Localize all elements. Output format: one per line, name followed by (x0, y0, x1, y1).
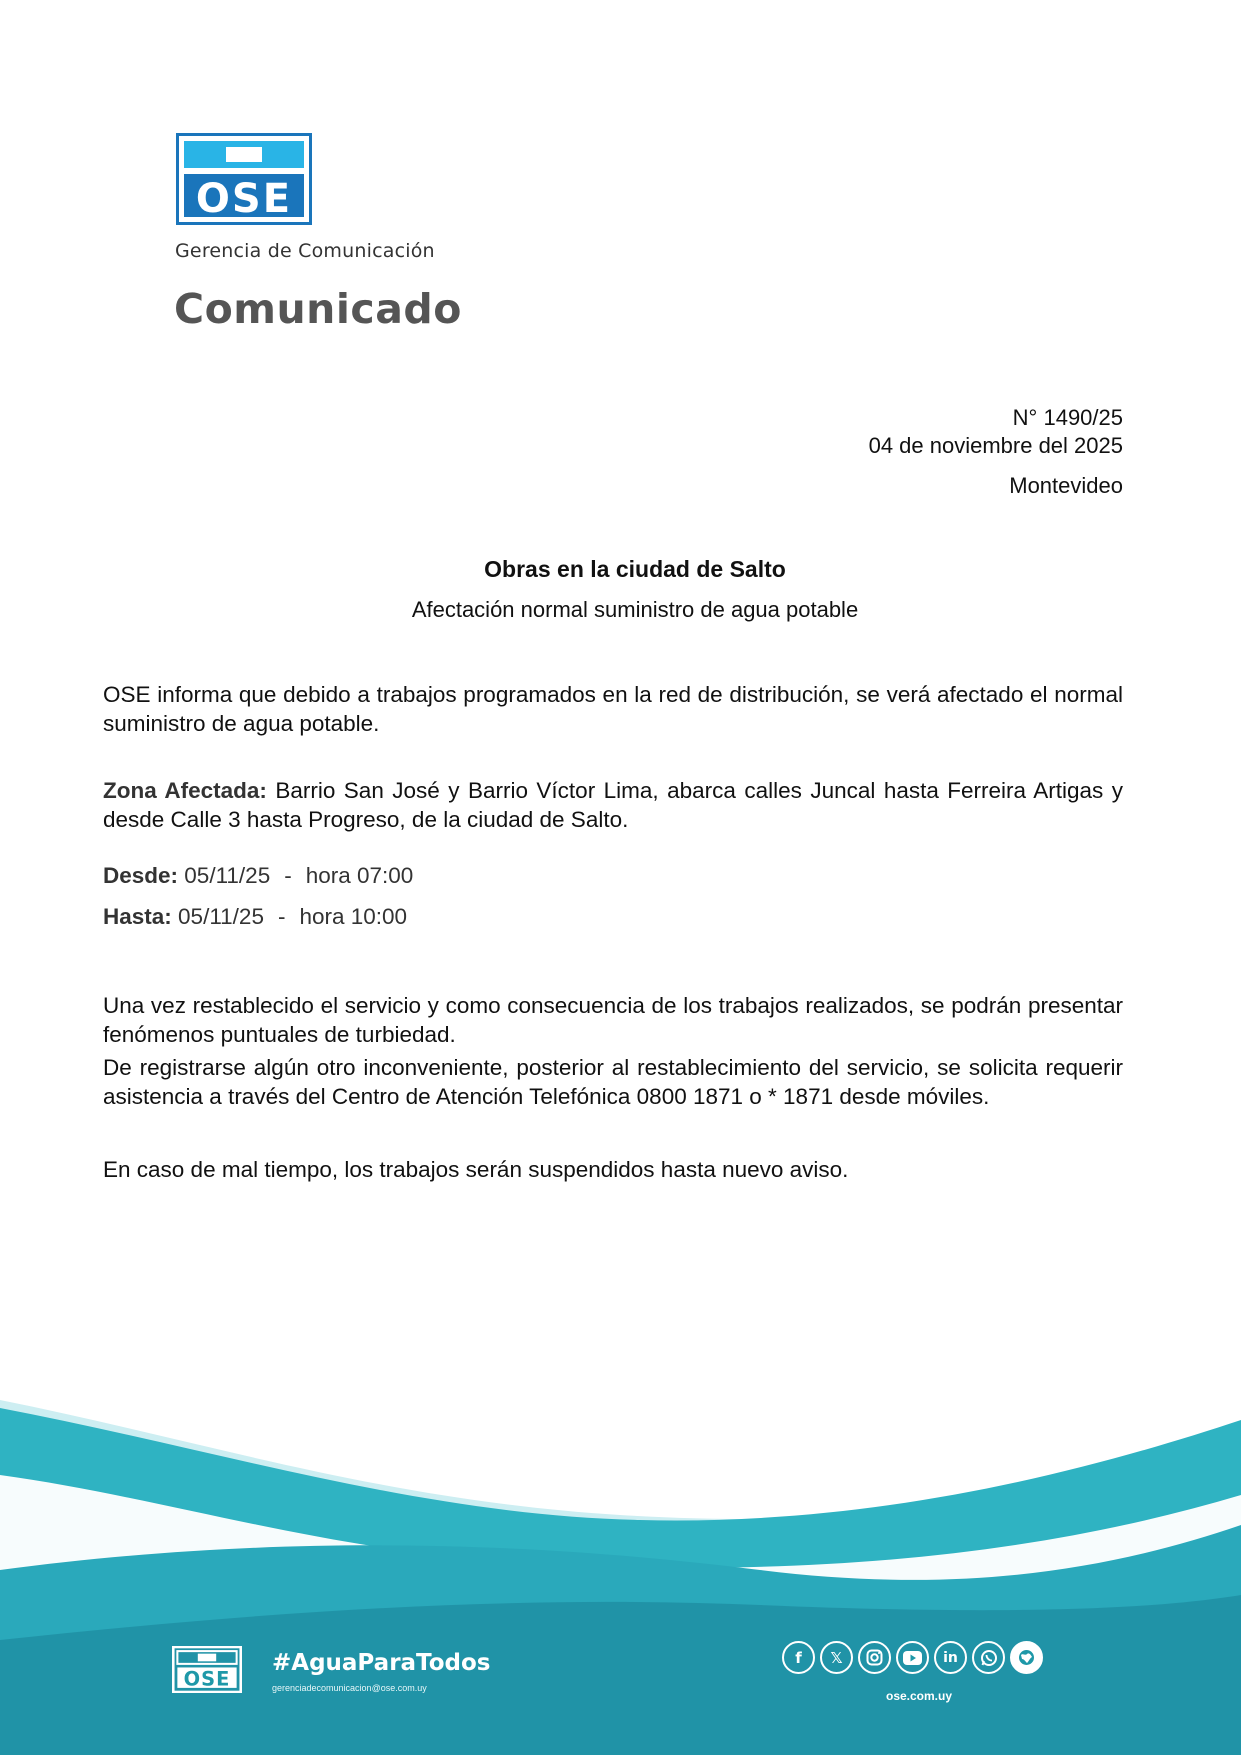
from-label: Desde: (103, 863, 179, 888)
assistance-paragraph: De registrarse algún otro inconveniente, posterior al restablecimiento del servicio, se solicita requerir asistencia a través del Centro de Atención Telefónica 0800 1871 o * 1871 desde móviles. (103, 1055, 1123, 1109)
document-number: N° 1490/25 (1012, 405, 1123, 430)
footer-ose-logo (172, 1646, 242, 1693)
from-time: hora 07:00 (305, 863, 414, 888)
affected-zone-paragraph (103, 776, 1123, 834)
web-icon[interactable] (1010, 1641, 1043, 1674)
footer-hashtag: #AguaParaTodos (272, 1650, 491, 1676)
linkedin-icon[interactable]: in (934, 1641, 967, 1674)
footer-wave (0, 1380, 1241, 1755)
facebook-icon[interactable]: f (782, 1641, 815, 1674)
to-separator: - (277, 904, 286, 929)
footer-email[interactable]: gerenciadecomunicacion@ose.com.uy (272, 1683, 427, 1693)
intro-paragraph: OSE informa que debido a trabajos programados en la red de distribución, se verá afectado el normal suministro de agua potable. (103, 682, 1123, 736)
from-date: 05/11/25 (184, 863, 271, 888)
from-separator: - (284, 863, 292, 888)
affected-zone-label: Zona Afectada: (103, 778, 267, 803)
from-row (103, 863, 413, 889)
x-icon[interactable]: 𝕏 (820, 1641, 853, 1674)
document-date: 04 de noviembre del 2025 (868, 433, 1123, 458)
document-city: Montevideo (1009, 473, 1123, 498)
social-icons (782, 1641, 1043, 1674)
to-label: Hasta: (103, 904, 172, 929)
instagram-icon[interactable] (858, 1641, 891, 1674)
ose-logo (176, 133, 312, 225)
communique-subtitle: Afectación normal suministro de agua potable (411, 597, 859, 622)
to-time: hora 10:00 (299, 904, 408, 929)
youtube-icon[interactable] (896, 1641, 929, 1674)
document-type-heading: Comunicado (174, 285, 462, 333)
bad-weather-paragraph: En caso de mal tiempo, los trabajos serán suspendidos hasta nuevo aviso. (103, 1157, 849, 1182)
svg-text:OSE: OSE (195, 176, 293, 222)
department-name: Gerencia de Comunicación (175, 240, 435, 262)
footer-website[interactable]: ose.com.uy (886, 1689, 953, 1703)
communique-title: Obras en la ciudad de Salto (484, 556, 786, 582)
service-restored-paragraph: Una vez restablecido el servicio y como consecuencia de los trabajos realizados, se podrán presentar fenómenos puntuales de turbiedad. (103, 993, 1123, 1047)
to-date: 05/11/25 (178, 904, 264, 929)
whatsapp-icon[interactable] (972, 1641, 1005, 1674)
affected-zone-text: Barrio San José y Barrio Víctor Lima, abarca calles Juncal hasta Ferreira Artigas y desde Calle 3 hasta Progreso, de la ciudad de Salto. (103, 778, 1123, 832)
to-row (103, 904, 407, 930)
svg-text:OSE: OSE (183, 1667, 231, 1691)
